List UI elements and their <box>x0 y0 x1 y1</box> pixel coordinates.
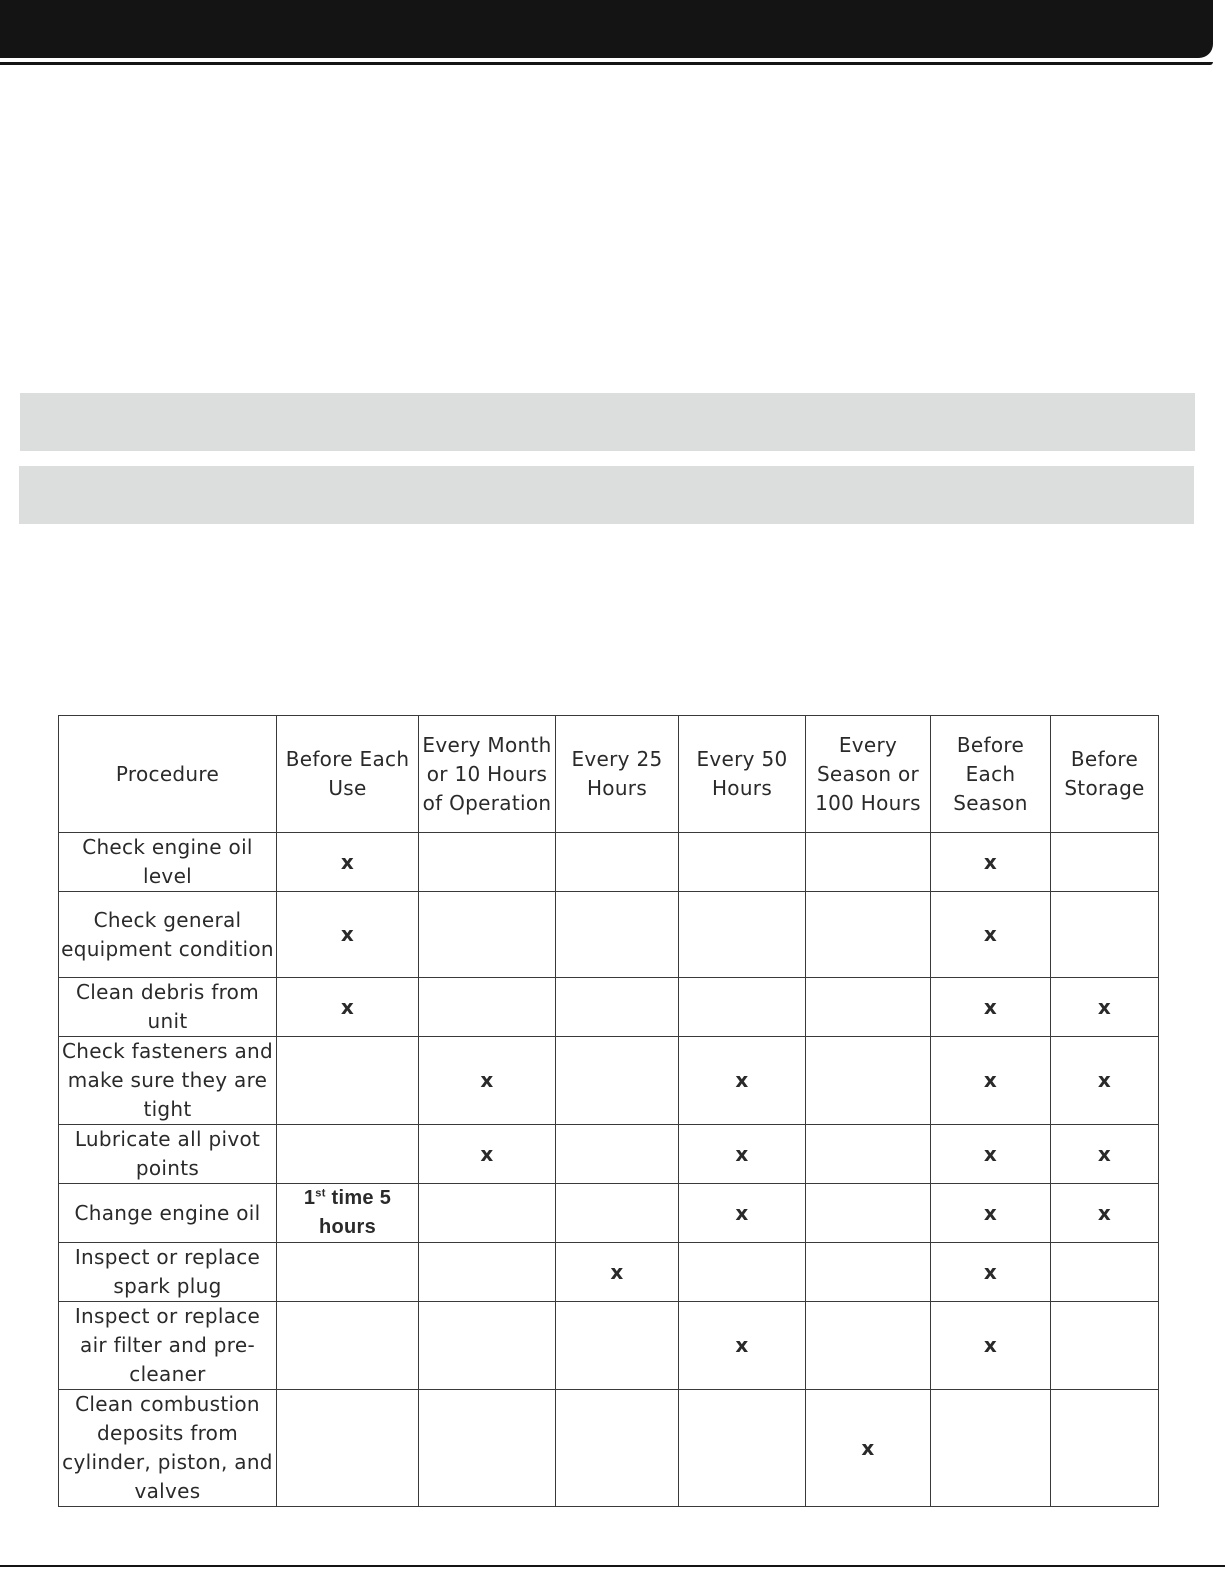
schedule-cell <box>277 1243 419 1302</box>
header-every-25-hours: Every 25 Hours <box>556 716 679 833</box>
schedule-cell <box>419 892 556 978</box>
first-oil-change-cell <box>277 1184 419 1243</box>
schedule-cell: x <box>931 1184 1051 1243</box>
schedule-cell: x <box>806 1390 931 1507</box>
section-band-1 <box>20 393 1195 451</box>
schedule-cell <box>556 892 679 978</box>
header-procedure: Procedure <box>59 716 277 833</box>
schedule-cell: x <box>931 892 1051 978</box>
schedule-cell <box>556 1125 679 1184</box>
schedule-cell: x <box>1051 1125 1159 1184</box>
procedure-cell: Clean debris from unit <box>59 978 277 1037</box>
schedule-cell <box>806 1302 931 1390</box>
header-before-each-use: Before Each Use <box>277 716 419 833</box>
schedule-cell <box>806 892 931 978</box>
schedule-cell <box>806 1184 931 1243</box>
schedule-cell <box>806 1125 931 1184</box>
schedule-cell <box>679 833 806 892</box>
schedule-cell: x <box>277 833 419 892</box>
table-row <box>59 1302 1159 1390</box>
schedule-cell <box>419 1184 556 1243</box>
maintenance-schedule-table <box>58 715 1159 1507</box>
first-oil-change-number: 1 <box>303 1187 316 1209</box>
schedule-cell <box>556 1390 679 1507</box>
table-row <box>59 1125 1159 1184</box>
section-band-2 <box>19 466 1194 524</box>
schedule-cell: x <box>1051 978 1159 1037</box>
schedule-cell <box>1051 892 1159 978</box>
schedule-cell <box>277 1390 419 1507</box>
first-oil-change-text: time 5 hours <box>318 1187 392 1238</box>
schedule-cell <box>806 833 931 892</box>
schedule-cell: x <box>679 1037 806 1125</box>
schedule-cell: x <box>679 1184 806 1243</box>
header-bar <box>0 0 1213 58</box>
procedure-cell: Inspect or replace air filter and pre-cleaner <box>59 1302 277 1390</box>
table-row <box>59 1184 1159 1243</box>
schedule-cell <box>556 833 679 892</box>
schedule-cell <box>1051 1243 1159 1302</box>
schedule-cell: x <box>277 978 419 1037</box>
procedure-cell: Inspect or replace spark plug <box>59 1243 277 1302</box>
schedule-cell: x <box>419 1125 556 1184</box>
schedule-cell: x <box>679 1302 806 1390</box>
schedule-cell: x <box>931 833 1051 892</box>
schedule-cell <box>806 978 931 1037</box>
schedule-cell <box>679 1390 806 1507</box>
header-every-50-hours: Every 50 Hours <box>679 716 806 833</box>
table-row <box>59 978 1159 1037</box>
schedule-cell <box>1051 833 1159 892</box>
schedule-cell: x <box>679 1125 806 1184</box>
schedule-cell <box>277 1037 419 1125</box>
schedule-cell <box>1051 1302 1159 1390</box>
table-row <box>59 1037 1159 1125</box>
schedule-cell: x <box>277 892 419 978</box>
schedule-cell <box>806 1243 931 1302</box>
table-header-row <box>59 716 1159 833</box>
procedure-cell: Check general equipment condition <box>59 892 277 978</box>
schedule-cell <box>419 1390 556 1507</box>
schedule-cell <box>1051 1390 1159 1507</box>
procedure-cell: Clean combustion deposits from cylinder, piston, and valves <box>59 1390 277 1507</box>
schedule-cell <box>556 978 679 1037</box>
schedule-cell: x <box>556 1243 679 1302</box>
schedule-cell: x <box>931 978 1051 1037</box>
table-row <box>59 1243 1159 1302</box>
header-every-month: Every Month or 10 Hours of Operation <box>419 716 556 833</box>
schedule-cell <box>556 1302 679 1390</box>
schedule-cell <box>556 1037 679 1125</box>
procedure-cell: Check engine oil level <box>59 833 277 892</box>
procedure-cell: Lubricate all pivot points <box>59 1125 277 1184</box>
schedule-cell: x <box>1051 1037 1159 1125</box>
schedule-cell <box>419 833 556 892</box>
schedule-cell <box>679 978 806 1037</box>
schedule-cell: x <box>419 1037 556 1125</box>
header-before-each-season: Before Each Season <box>931 716 1051 833</box>
schedule-cell <box>277 1125 419 1184</box>
table-row <box>59 892 1159 978</box>
schedule-cell <box>419 1302 556 1390</box>
schedule-cell <box>277 1302 419 1390</box>
header-rule <box>0 62 1213 65</box>
footer-rule <box>0 1565 1225 1567</box>
table-row <box>59 833 1159 892</box>
schedule-cell <box>419 978 556 1037</box>
schedule-cell <box>931 1390 1051 1507</box>
header-every-season: Every Season or 100 Hours <box>806 716 931 833</box>
procedure-cell: Check fasteners and make sure they are tight <box>59 1037 277 1125</box>
schedule-cell: x <box>1051 1184 1159 1243</box>
table-row <box>59 1390 1159 1507</box>
schedule-cell: x <box>931 1302 1051 1390</box>
first-oil-change-suffix: st <box>315 1187 326 1200</box>
schedule-cell <box>679 892 806 978</box>
schedule-cell: x <box>931 1125 1051 1184</box>
schedule-cell: x <box>931 1037 1051 1125</box>
schedule-cell <box>806 1037 931 1125</box>
schedule-cell <box>419 1243 556 1302</box>
procedure-cell: Change engine oil <box>59 1184 277 1243</box>
header-before-storage: Before Storage <box>1051 716 1159 833</box>
schedule-cell: x <box>931 1243 1051 1302</box>
schedule-cell <box>679 1243 806 1302</box>
schedule-cell <box>556 1184 679 1243</box>
